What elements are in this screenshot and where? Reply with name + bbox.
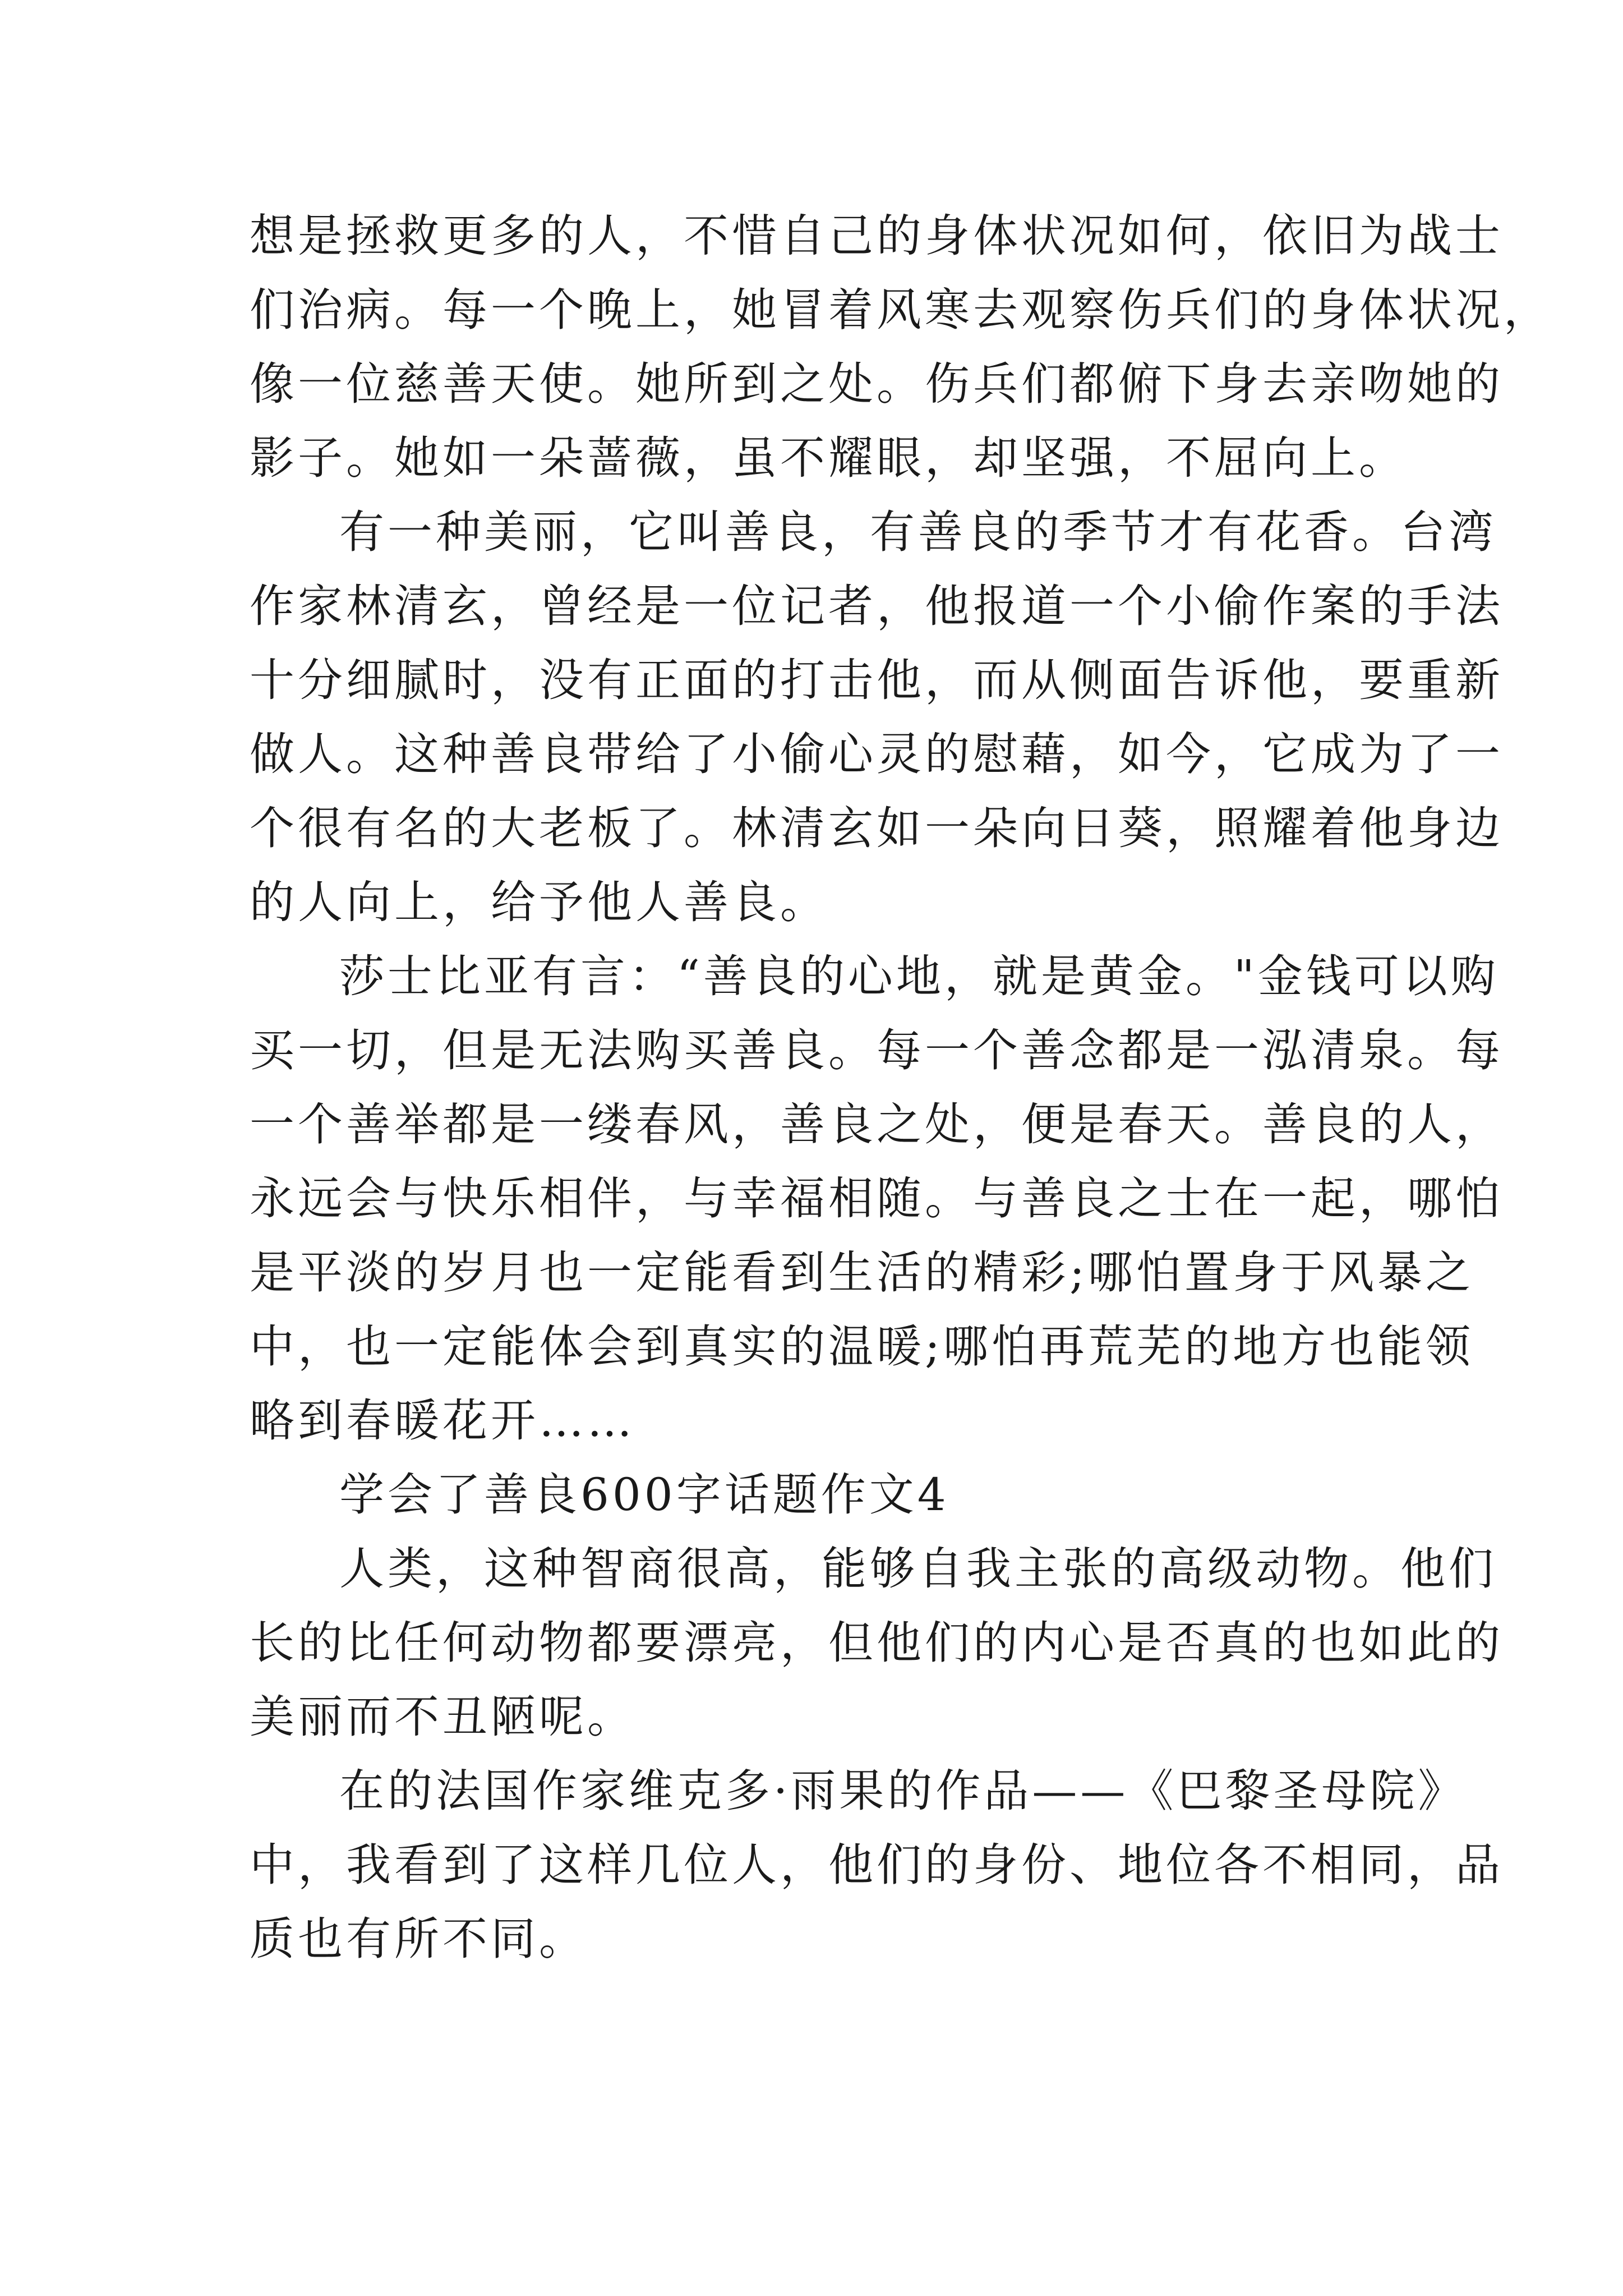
text-line: 的人向上，给予他人善良。 — [250, 876, 828, 928]
paragraph-2 — [250, 495, 1504, 940]
text-line: 人类，这种智商很高，能够自我主张的高级动物。他们 — [339, 1543, 1497, 1595]
section-heading — [250, 1458, 1427, 1532]
document-body — [250, 199, 1552, 1976]
text-line: 中，我看到了这样几位人，他们的身份、地位各不相同，品 — [250, 1839, 1504, 1891]
paragraph-3 — [250, 940, 1504, 1458]
text-line: 长的比任何动物都要漂亮，但他们的内心是否真的也如此的 — [250, 1617, 1504, 1669]
paragraph-1 — [250, 199, 1552, 495]
text-line: 永远会与快乐相伴，与幸福相随。与善良之士在一起，哪怕 — [250, 1172, 1504, 1225]
text-line: 美丽而不丑陋呢。 — [250, 1691, 635, 1743]
paragraph-6 — [250, 1754, 1504, 1976]
text-line: 一个善举都是一缕春风，善良之处，便是春天。善良的人， — [250, 1098, 1504, 1151]
text-line: 像一位慈善天使。她所到之处。伤兵们都俯下身去亲吻她的 — [250, 358, 1504, 410]
text-line: 略到春暖花开…… — [250, 1395, 635, 1447]
text-line: 十分细腻时，没有正面的打击他，而从侧面告诉他，要重新 — [250, 654, 1504, 706]
text-line: 影子。她如一朵蔷薇，虽不耀眼，却坚强，不屈向上。 — [250, 432, 1407, 484]
text-line: 做人。这种善良带给了小偷心灵的慰藉，如今，它成为了一 — [250, 728, 1504, 780]
text-line: 个很有名的大老板了。林清玄如一朵向日葵，照耀着他身边 — [250, 802, 1504, 854]
text-line: 买一切，但是无法购买善良。每一个善念都是一泓清泉。每 — [250, 1024, 1504, 1076]
text-line: 在的法国作家维克多·雨果的作品——《巴黎圣母院》 — [339, 1765, 1467, 1817]
text-line: 质也有所不同。 — [250, 1913, 587, 1965]
text-line: 们治病。每一个晚上，她冒着风寒去观察伤兵们的身体状况， — [250, 284, 1552, 336]
text-line: 有一种美丽，它叫善良，有善良的季节才有花香。台湾 — [339, 506, 1497, 558]
text-line: 想是拯救更多的人，不惜自己的身体状况如何，依旧为战士 — [250, 210, 1504, 262]
text-line: 莎士比亚有言：“善良的心地，就是黄金。"金钱可以购 — [339, 950, 1499, 1002]
text-line: 是平淡的岁月也一定能看到生活的精彩;哪怕置身于风暴之 — [250, 1246, 1474, 1299]
heading-text: 学会了善良600字话题作文4 — [339, 1469, 949, 1521]
paragraph-5 — [250, 1532, 1504, 1754]
text-line: 作家林清玄，曾经是一位记者，他报道一个小偷作案的手法 — [250, 580, 1504, 632]
text-line: 中，也一定能体会到真实的温暖;哪怕再荒芜的地方也能领 — [250, 1320, 1474, 1373]
